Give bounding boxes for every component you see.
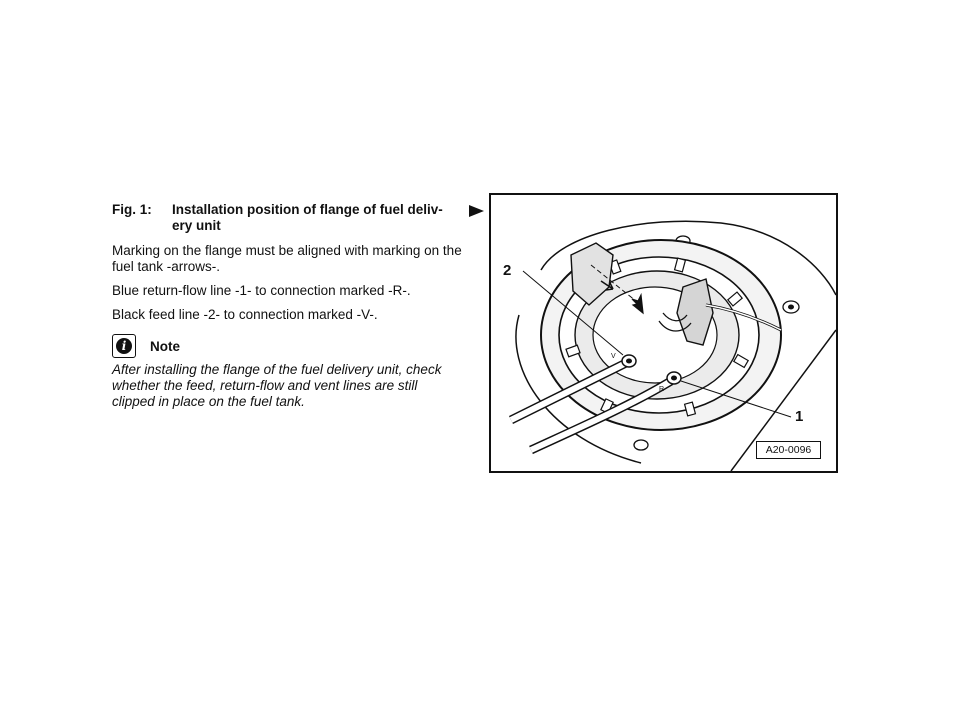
callout-2-label: 2 <box>503 262 512 279</box>
fuel-flange-drawing <box>491 195 836 471</box>
figure-caption <box>112 202 462 234</box>
instruction-text <box>112 202 462 410</box>
figure-title: Installation position of flange of fuel deliv- ery unit <box>172 202 443 233</box>
callout-1-label: 1 <box>795 408 804 425</box>
note-header <box>112 334 462 358</box>
note-text: After installing the flange of the fuel delivery unit, check whether the feed, return-flow and vent lines are still clipped in place on the fuel tank. <box>112 362 442 409</box>
info-icon-letter: i <box>116 338 132 354</box>
figure-number: Fig. 1: <box>112 202 152 217</box>
note-label: Note <box>150 338 180 354</box>
info-icon <box>112 334 136 358</box>
reference-code: A20-0096 <box>756 441 821 459</box>
paragraph-alignment: Marking on the flange must be aligned with marking on the fuel tank -arrows-. <box>112 243 462 274</box>
paragraph-feed-line: Black feed line -2- to connection marked -V-. <box>112 307 378 322</box>
connection-r-marker: R <box>659 386 665 393</box>
paragraph-return-line: Blue return-flow line -1- to connection marked -R-. <box>112 283 411 298</box>
connection-v-marker: V <box>611 353 616 360</box>
figure-pointer-arrow-icon <box>469 205 484 217</box>
fuel-delivery-unit-illustration <box>489 193 838 473</box>
tank-boss-bottom <box>634 440 648 450</box>
